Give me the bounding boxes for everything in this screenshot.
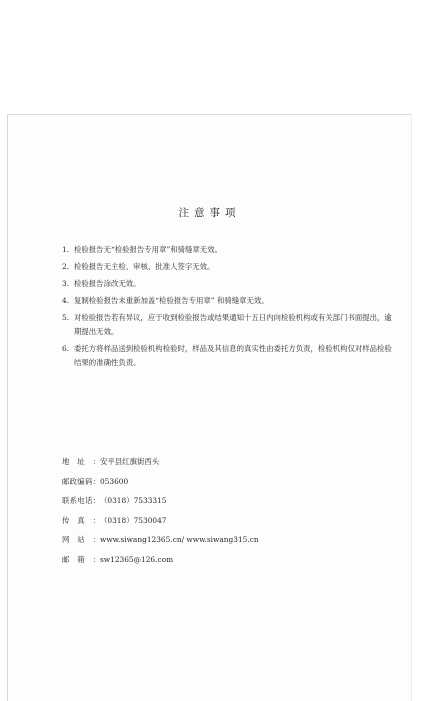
- contact-postcode-row: [62, 472, 259, 492]
- website-value: www.siwang12365.cn/ www.siwang315.cn: [100, 535, 259, 544]
- contact-address-row: [62, 452, 259, 472]
- notice-item-text: 检验报告无主检、审核、批准人签字无效。: [74, 261, 215, 271]
- notice-item: [62, 260, 392, 274]
- contact-block: [62, 452, 259, 569]
- email-value: sw12365@126.com: [100, 554, 174, 564]
- phone-label: 联系电话：: [62, 496, 100, 505]
- contact-phone-row: [62, 491, 259, 511]
- notice-item-text: 检验报告无“检验报告专用章”和骑缝章无效。: [74, 245, 222, 254]
- email-label: 邮箱：: [62, 554, 100, 564]
- address-label: 地址：: [62, 457, 100, 466]
- postcode-value: 053600: [100, 476, 129, 486]
- contact-email-row: [62, 550, 259, 570]
- notice-item: [62, 243, 392, 257]
- notice-item-number: 1.: [62, 245, 70, 254]
- address-value: 安平县红旗街西头: [100, 457, 160, 466]
- notice-item: [62, 342, 392, 371]
- notice-item-text: 委托方将样品送到检验机构检验时，样品及其信息的真实性由委托方负责，检验机构仅对样品检验结果的准确性负责。: [74, 343, 392, 368]
- notice-item-number: 6.: [62, 343, 70, 353]
- notice-title: 注意事项: [178, 207, 241, 219]
- postcode-label: 邮政编码：: [62, 476, 100, 486]
- notice-item-text: 检验报告涂改无效。: [74, 278, 141, 288]
- notice-item-text: 对检验报告若有异议，应于收到检验报告或结果通知十五日内向检验机构或有关部门书面提出，逾期提出无效。: [74, 312, 392, 336]
- phone-value: （0318）7533315: [100, 496, 167, 505]
- fax-label: 传真：: [62, 515, 100, 525]
- contact-fax-row: [62, 511, 259, 531]
- notice-item-number: 2.: [62, 261, 70, 271]
- notice-item-number: 3.: [62, 278, 70, 288]
- notice-item-number: 4.: [62, 295, 70, 305]
- fax-value: （0318）7530047: [100, 515, 167, 525]
- contact-website-row: [62, 530, 259, 550]
- notice-list: [62, 243, 392, 373]
- notice-item: [62, 277, 392, 291]
- notice-item-text: 复制检验报告未重新加盖“检验报告专用章” 和骑缝章无效。: [74, 295, 269, 305]
- notice-item: [62, 294, 392, 308]
- website-label: 网站：: [62, 535, 100, 544]
- document-page: [7, 114, 412, 701]
- notice-item-number: 5.: [62, 312, 70, 322]
- notice-item: [62, 311, 392, 340]
